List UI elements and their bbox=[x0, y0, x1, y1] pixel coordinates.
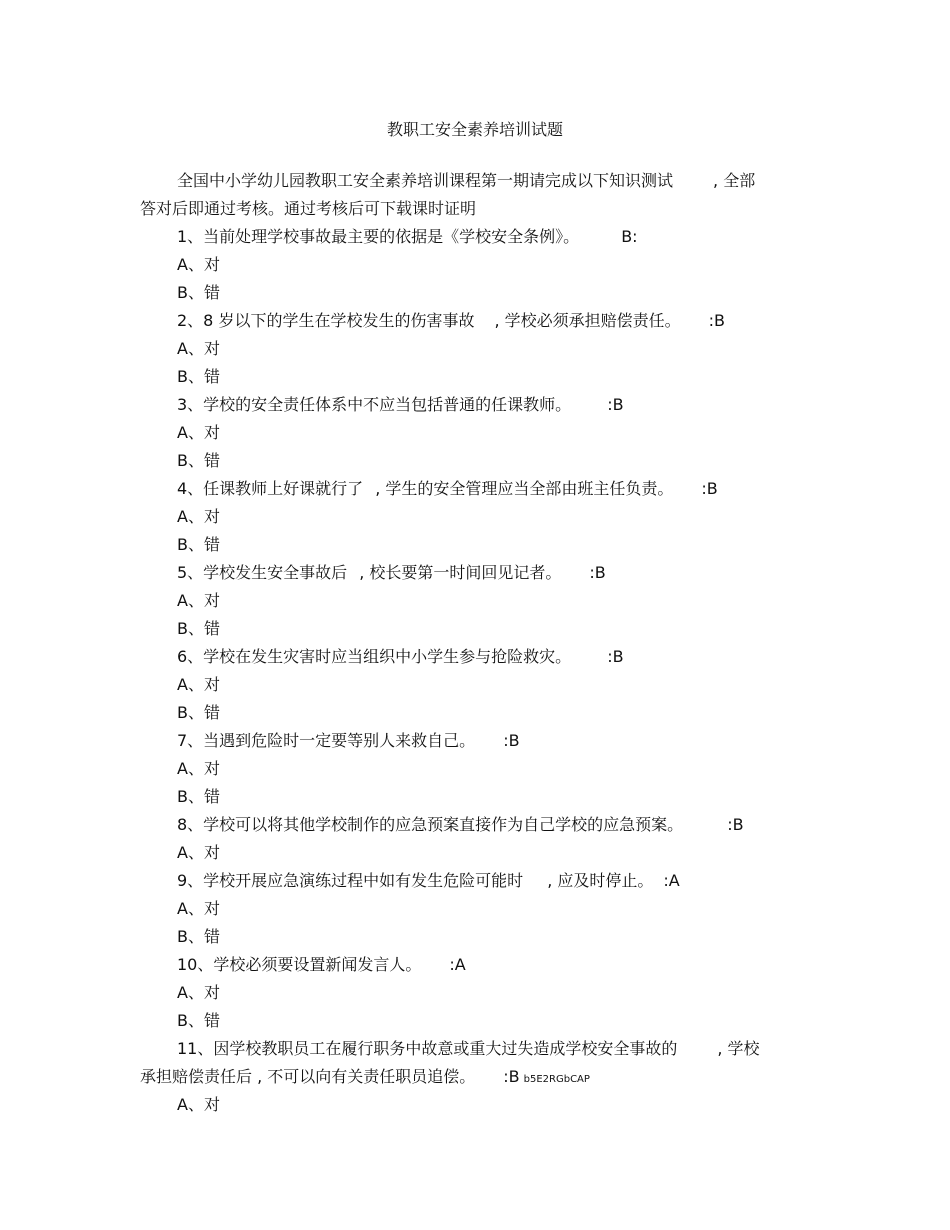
intro-line2: 答对后即通过考核。通过考核后可下载课时证明 bbox=[140, 199, 477, 218]
option-b: B、错 bbox=[177, 619, 220, 638]
question-5 bbox=[140, 559, 800, 587]
question-text-tail: , 学校 bbox=[717, 1039, 760, 1058]
question-answer: :B bbox=[607, 395, 624, 414]
question-text: 1、当前处理学校事故最主要的依据是《学校安全条例》。 bbox=[177, 227, 580, 246]
question-text: 6、学校在发生灾害时应当组织中小学生参与抢险救灾。 bbox=[177, 647, 572, 666]
question-11-line2 bbox=[140, 1063, 800, 1091]
question-answer: :A bbox=[663, 871, 680, 890]
option-a: A、对 bbox=[177, 423, 220, 442]
question-answer: :B bbox=[708, 311, 726, 330]
question-answer: :B bbox=[589, 563, 606, 582]
option-a: A、对 bbox=[177, 983, 220, 1002]
question-text: 8、学校可以将其他学校制作的应急预案直接作为自己学校的应急预案。 bbox=[177, 815, 684, 834]
question-text-cont: , 应及时停止。 bbox=[547, 871, 654, 890]
question-3 bbox=[140, 391, 800, 419]
option-a: A、对 bbox=[177, 1095, 220, 1114]
question-11 bbox=[140, 1035, 800, 1063]
option-a: A、对 bbox=[177, 339, 220, 358]
doc-code: b5E2RGbCAP bbox=[523, 1074, 590, 1085]
option-b: B、错 bbox=[177, 927, 220, 946]
question-text-cont: , 校长要第一时间回见记者。 bbox=[359, 563, 562, 582]
question-answer: :B bbox=[503, 1067, 520, 1086]
option-a: A、对 bbox=[177, 843, 220, 862]
question-text: 4、任课教师上好课就行了 bbox=[177, 479, 364, 498]
question-answer: :B bbox=[727, 815, 744, 834]
question-answer: B: bbox=[621, 227, 638, 246]
question-8 bbox=[140, 811, 800, 839]
option-a: A、对 bbox=[177, 591, 220, 610]
question-text: 9、学校开展应急演练过程中如有发生危险可能时 bbox=[177, 871, 524, 890]
question-list bbox=[140, 223, 800, 1119]
option-a: A、对 bbox=[177, 899, 220, 918]
question-text: 5、学校发生安全事故后 bbox=[177, 563, 348, 582]
question-answer: :B bbox=[503, 731, 520, 750]
question-text-cont: , 学校必须承担赔偿责任。 bbox=[494, 311, 681, 330]
option-b: B、错 bbox=[177, 367, 220, 386]
question-7 bbox=[140, 727, 800, 755]
option-b: B、错 bbox=[177, 787, 220, 806]
option-a: A、对 bbox=[177, 759, 220, 778]
option-b: B、错 bbox=[177, 703, 220, 722]
document-title: 教职工安全素养培训试题 bbox=[386, 120, 563, 139]
question-text: 10、学校必须要设置新闻发言人。 bbox=[177, 955, 422, 974]
option-a: A、对 bbox=[177, 675, 220, 694]
question-text-line2: 承担赔偿责任后 , 不可以向有关责任职员追偿。 bbox=[140, 1067, 476, 1086]
intro-paragraph bbox=[140, 167, 800, 223]
question-text-cont: , 学生的安全管理应当全部由班主任负责。 bbox=[375, 479, 674, 498]
intro-line1-tail: , 全部 bbox=[713, 171, 756, 190]
question-text: 11、因学校教职员工在履行职务中故意或重大过失造成学校安全事故的 bbox=[177, 1039, 678, 1058]
option-b: B、错 bbox=[177, 1011, 220, 1030]
question-answer: :A bbox=[449, 955, 466, 974]
question-4 bbox=[140, 475, 800, 503]
question-answer: :B bbox=[607, 647, 624, 666]
option-b: B、错 bbox=[177, 451, 220, 470]
option-b: B、错 bbox=[177, 283, 220, 302]
question-text: 7、当遇到危险时一定要等别人来救自己。 bbox=[177, 731, 476, 750]
question-text: 2、8 岁以下的学生在学校发生的伤害事故 bbox=[177, 311, 475, 330]
question-1 bbox=[140, 223, 800, 251]
option-a: A、对 bbox=[177, 255, 220, 274]
question-9 bbox=[140, 867, 800, 895]
question-2 bbox=[140, 307, 800, 335]
option-b: B、错 bbox=[177, 535, 220, 554]
question-6 bbox=[140, 643, 800, 671]
option-a: A、对 bbox=[177, 507, 220, 526]
question-text: 3、学校的安全责任体系中不应当包括普通的任课教师。 bbox=[177, 395, 572, 414]
question-10 bbox=[140, 951, 800, 979]
question-answer: :B bbox=[701, 479, 718, 498]
intro-line1: 全国中小学幼儿园教职工安全素养培训课程第一期请完成以下知识测试 bbox=[177, 171, 674, 190]
